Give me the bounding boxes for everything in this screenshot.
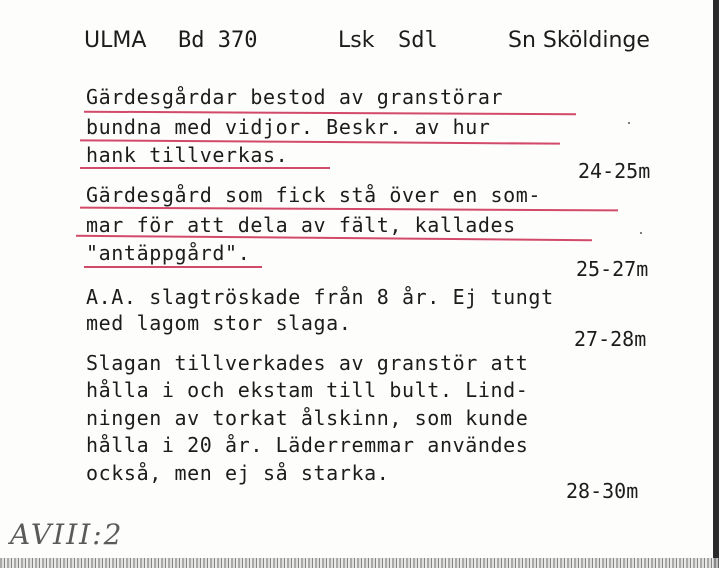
entry-3-line-1: A.A. slagtröskade från 8 år. Ej tungt <box>86 285 554 309</box>
entry-1-line-1: Gärdesgårdar bestod av granstörar <box>86 85 504 109</box>
entry-1-line-3: hank tillverkas. <box>86 143 289 167</box>
paper-speck <box>628 122 630 124</box>
entry-1-page-range: 24-25m <box>578 159 651 183</box>
entry-4-line-5: också, men ej så starka. <box>86 461 390 485</box>
entry-4-line-2: hålla i och ekstam till bult. Lind- <box>86 378 529 402</box>
entry-4-line-1: Slagan tillverkades av granstör att <box>86 351 529 375</box>
scan-edge-bottom <box>0 558 719 568</box>
parish-name: Sn Sköldinge <box>508 28 650 53</box>
entry-1-line-2: bundna med vidjor. Beskr. av hur <box>86 115 491 139</box>
archive-code: ULMA <box>84 28 147 53</box>
entry-2-underline-3 <box>84 266 262 268</box>
entry-2-page-range: 25-27m <box>576 257 649 281</box>
scan-edge-right <box>713 0 719 568</box>
paper-speck <box>640 232 642 234</box>
handwritten-signum: AVIII:2 <box>10 518 124 551</box>
entry-2-line-2: mar för att dela av fält, kallades <box>86 213 516 237</box>
province-label: Lsk <box>338 28 375 53</box>
province-code: Sdl <box>398 28 438 53</box>
entry-4-line-3: ningen av torkat ålskinn, som kunde <box>86 406 529 430</box>
entry-2-line-1: Gärdesgård som fick stå över en som- <box>86 183 542 207</box>
entry-4-line-4: hålla i 20 år. Läderremmar användes <box>86 433 529 457</box>
entry-3-line-2: med lagom stor slaga. <box>86 311 352 335</box>
entry-4-page-range: 28-30m <box>566 479 639 503</box>
volume-number: Bd 370 <box>178 28 258 53</box>
entry-2-line-3: "antäppgård". <box>86 241 251 265</box>
entry-1-underline-3 <box>80 167 330 169</box>
entry-3-page-range: 27-28m <box>574 327 647 351</box>
